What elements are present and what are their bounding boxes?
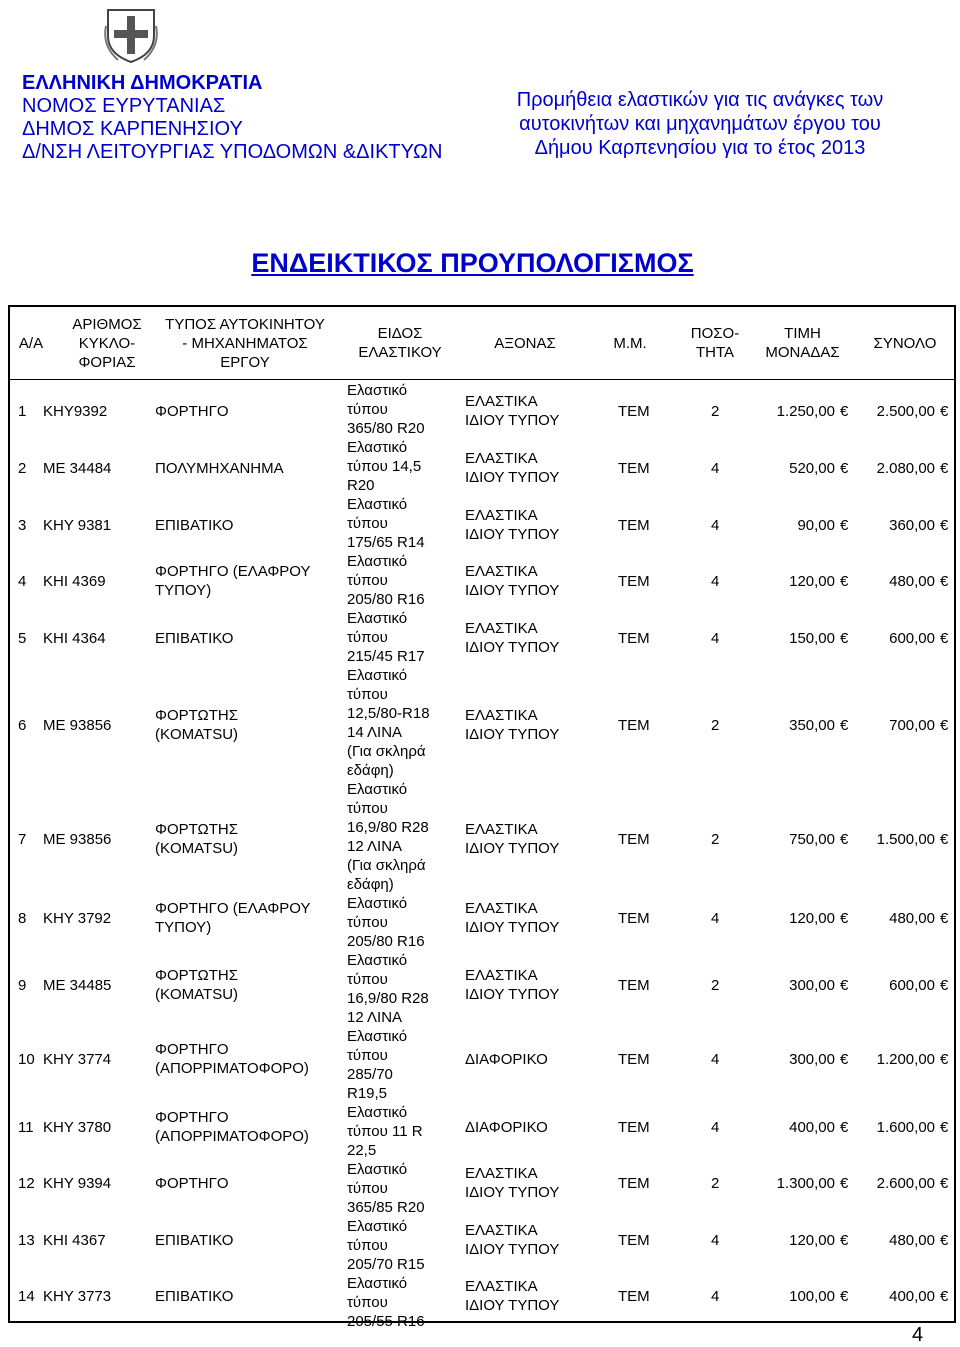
row-axle: ΕΛΑΣΤΙΚΑ [465, 900, 538, 917]
row-axle: ΙΔΙΟΥ ΤΥΠΟΥ [465, 1184, 560, 1201]
col-header-axle: ΑΞΟΝΑΣ [494, 334, 556, 352]
row-plate: ΜΕ 93856 [43, 717, 112, 734]
euro-sign: € [940, 1175, 949, 1192]
row-total: 1.600,00 [876, 1119, 935, 1136]
row-unit: ΤΕΜ [618, 1232, 650, 1249]
tire-type-line: Ελαστικό [347, 496, 408, 513]
row-plate: ΜΕ 34484 [43, 460, 112, 477]
euro-sign: € [940, 910, 949, 927]
tire-type-line: τύπου [347, 1047, 388, 1064]
row-plate: ΚΗΥ 3773 [43, 1288, 112, 1305]
tire-type-line: 205/55 R16 [347, 1313, 425, 1330]
euro-sign: € [840, 1119, 849, 1136]
subject-line: Προμήθεια ελαστικών για τις ανάγκες των [516, 89, 884, 111]
col-header-vehicle [150, 307, 340, 379]
tire-type-line: 175/65 R14 [347, 534, 425, 551]
row-plate: ΚΗΙ 4364 [43, 630, 106, 647]
row-axle: ΙΔΙΟΥ ΤΥΠΟΥ [465, 1241, 560, 1258]
tire-type-line: Ελαστικό [347, 1028, 408, 1045]
row-number: 9 [18, 977, 27, 994]
col-header-total: ΣΥΝΟΛΟ [873, 334, 937, 352]
row-axle: ΕΛΑΣΤΙΚΑ [465, 393, 538, 410]
tire-type-line: Ελαστικό [347, 952, 408, 969]
tire-type-line: τύπου [347, 800, 388, 817]
tire-type-line: 16,9/80 R28 [347, 819, 429, 836]
row-unit-price: 150,00 [789, 630, 835, 647]
row-vehicle-type: ΕΠΙΒΑΤΙΚΟ [155, 1287, 234, 1305]
row-quantity: 4 [711, 573, 720, 590]
issuer-line: Δ/ΝΣΗ ΛΕΙΤΟΥΡΓΙΑΣ ΥΠΟΔΟΜΩΝ &ΔΙΚΤΥΩΝ [22, 141, 443, 163]
tire-type-line: 205/70 R15 [347, 1256, 425, 1273]
row-unit: ΤΕΜ [618, 831, 650, 848]
tire-type-line: τύπου [347, 572, 388, 589]
row-axle: ΙΔΙΟΥ ΤΥΠΟΥ [465, 582, 560, 599]
row-quantity: 2 [711, 1175, 720, 1192]
euro-sign: € [840, 717, 849, 734]
row-vehicle-type: ΦΟΡΤΗΓΟ [155, 1041, 229, 1058]
row-unit: ΤΕΜ [618, 977, 650, 994]
tire-type-line: τύπου [347, 1294, 388, 1311]
euro-sign: € [940, 831, 949, 848]
euro-sign: € [840, 460, 849, 477]
tire-type-line: τύπου 11 R [347, 1123, 423, 1140]
budget-table [8, 305, 956, 1330]
tire-type-line: τύπου [347, 1237, 388, 1254]
tire-type-line: εδάφη) [347, 762, 394, 779]
col-header-unit: Μ.Μ. [613, 334, 647, 352]
tire-type-line: (Για σκληρά [347, 857, 426, 874]
tire-type-column [347, 381, 430, 1331]
tire-type-line: 215/45 R17 [347, 648, 425, 665]
row-vehicle-type: ΦΟΡΤΩΤΗΣ [155, 967, 239, 984]
row-quantity: 2 [711, 403, 720, 420]
row-quantity: 4 [711, 1119, 720, 1136]
row-number: 8 [18, 910, 27, 927]
row-axle: ΕΛΑΣΤΙΚΑ [465, 563, 538, 580]
euro-sign: € [940, 977, 949, 994]
tire-type-line: Ελαστικό [347, 439, 408, 456]
row-vehicle-type: ΠΟΛΥΜΗΧΑΝΗΜΑ [155, 459, 284, 477]
tire-type-line: 12,5/80-R18 [347, 705, 430, 722]
row-vehicle-type: ΤΥΠΟΥ) [155, 582, 212, 599]
row-total: 2.500,00 [876, 403, 935, 420]
tire-type-line: τύπου [347, 971, 388, 988]
euro-sign: € [840, 573, 849, 590]
row-number: 5 [18, 630, 27, 647]
row-vehicle-type: (KOMATSU) [155, 840, 239, 857]
row-total: 600,00 [889, 977, 935, 994]
row-vehicle-type: ΤΥΠΟΥ) [155, 919, 212, 936]
row-unit: ΤΕΜ [618, 1288, 650, 1305]
row-unit: ΤΕΜ [618, 1175, 650, 1192]
euro-sign: € [940, 1119, 949, 1136]
euro-sign: € [940, 717, 949, 734]
col-header-line: ΠΟΣΟ- [690, 325, 740, 342]
row-axle: ΕΛΑΣΤΙΚΑ [465, 620, 538, 637]
tire-type-line: Ελαστικό [347, 382, 408, 399]
row-vehicle-type: ΦΟΡΤΩΤΗΣ [155, 707, 239, 724]
col-header-line: ΜΟΝΑΔΑΣ [765, 344, 840, 361]
row-unit-price: 350,00 [789, 717, 835, 734]
row-axle: ΙΔΙΟΥ ΤΥΠΟΥ [465, 469, 560, 486]
row-number: 7 [18, 831, 27, 848]
row-plate: ΚΗΥ9392 [43, 403, 108, 420]
row-total: 480,00 [889, 573, 935, 590]
subject-block [470, 88, 930, 160]
tire-type-line: Ελαστικό [347, 553, 408, 570]
row-unit-price: 90,00 [797, 517, 835, 534]
row-vehicle-type: ΦΟΡΤΩΤΗΣ [155, 821, 239, 838]
row-vehicle-type: ΕΠΙΒΑΤΙΚΟ [155, 629, 234, 647]
euro-sign: € [940, 1288, 949, 1305]
row-unit-price: 1.250,00 [776, 403, 835, 420]
euro-sign: € [840, 910, 849, 927]
tire-type-line: Ελαστικό [347, 1275, 408, 1292]
row-number: 11 [18, 1119, 34, 1136]
row-quantity: 4 [711, 1232, 720, 1249]
row-vehicle-type: ΕΠΙΒΑΤΙΚΟ [155, 1231, 234, 1249]
tire-type-line: Ελαστικό [347, 895, 408, 912]
row-unit-price: 400,00 [789, 1119, 835, 1136]
row-total: 400,00 [889, 1288, 935, 1305]
euro-sign: € [840, 831, 849, 848]
row-quantity: 4 [711, 460, 720, 477]
row-axle: ΕΛΑΣΤΙΚΑ [465, 707, 538, 724]
col-header-line: ΚΥΚΛΟ- [78, 334, 136, 352]
euro-sign: € [940, 573, 949, 590]
row-axle: ΕΛΑΣΤΙΚΑ [465, 507, 538, 524]
col-header-aa: Α/Α [18, 334, 44, 352]
row-plate: ΜΕ 93856 [43, 831, 112, 848]
tire-type-line: 365/80 R20 [347, 420, 425, 437]
tire-type-line: 285/70 [347, 1066, 393, 1083]
row-plate: ΚΗΥ 9394 [43, 1175, 112, 1192]
row-number: 1 [18, 403, 27, 420]
row-unit: ΤΕΜ [618, 403, 650, 420]
row-plate: ΚΗΥ 3792 [43, 910, 112, 927]
row-total: 2.080,00 [876, 460, 935, 477]
row-unit: ΤΕΜ [618, 630, 650, 647]
row-number: 14 [18, 1288, 35, 1305]
tire-type-line: 22,5 [347, 1142, 377, 1159]
euro-sign: € [940, 517, 949, 534]
issuer-line: ΕΛΛΗΝΙΚΗ ΔΗΜΟΚΡΑΤΙΑ [22, 72, 263, 94]
row-plate: ΚΗΥ 9381 [43, 517, 112, 534]
euro-sign: € [840, 1051, 849, 1068]
tire-type-line: Ελαστικό [347, 1104, 408, 1121]
row-axle: ΕΛΑΣΤΙΚΑ [465, 967, 538, 984]
row-plate: ΜΕ 34485 [43, 977, 112, 994]
tire-type-line: 205/80 R16 [347, 933, 425, 950]
euro-sign: € [840, 403, 849, 420]
row-unit-price: 300,00 [789, 977, 835, 994]
tire-type-line: (Για σκληρά [347, 743, 426, 760]
row-vehicle-type: ΦΟΡΤΗΓΟ [155, 1174, 229, 1192]
row-unit-price: 100,00 [789, 1288, 835, 1305]
tire-type-line: τύπου [347, 401, 388, 418]
col-header-qty [680, 307, 750, 379]
row-axle: ΙΔΙΟΥ ΤΥΠΟΥ [465, 726, 560, 743]
row-plate: ΚΗΙ 4367 [43, 1232, 106, 1249]
row-quantity: 4 [711, 910, 720, 927]
euro-sign: € [840, 1232, 849, 1249]
row-number: 4 [18, 573, 27, 590]
col-header-line: ΑΡΙΘΜΟΣ [72, 315, 142, 333]
row-unit-price: 300,00 [789, 1051, 835, 1068]
tire-type-line: τύπου [347, 515, 388, 532]
euro-sign: € [840, 630, 849, 647]
row-axle: ΙΔΙΟΥ ΤΥΠΟΥ [465, 840, 560, 857]
row-unit: ΤΕΜ [618, 1051, 650, 1068]
row-axle: ΕΛΑΣΤΙΚΑ [465, 1222, 538, 1239]
col-header-line: ΦΟΡΙΑΣ [78, 353, 136, 371]
row-vehicle-type: ΦΟΡΤΗΓΟ (ΕΛΑΦΡΟΥ [155, 900, 311, 917]
row-total: 2.600,00 [876, 1175, 935, 1192]
col-header-line: ΤΙΜΗ [784, 325, 821, 342]
row-number: 6 [18, 717, 27, 734]
row-total: 480,00 [889, 910, 935, 927]
euro-sign: € [940, 460, 949, 477]
row-axle: ΕΛΑΣΤΙΚΑ [465, 821, 538, 838]
row-quantity: 4 [711, 630, 720, 647]
header-divider [10, 379, 954, 380]
row-total: 600,00 [889, 630, 935, 647]
row-unit: ΤΕΜ [618, 573, 650, 590]
tire-type-line: R19,5 [347, 1085, 388, 1102]
coat-of-arms-icon [104, 6, 158, 64]
col-header-line: ΤΥΠΟΣ ΑΥΤΟΚΙΝΗΤΟΥ [165, 315, 325, 333]
row-unit-price: 750,00 [789, 831, 835, 848]
row-total: 1.500,00 [876, 831, 935, 848]
euro-sign: € [940, 630, 949, 647]
tire-type-line: Ελαστικό [347, 1161, 408, 1178]
tire-type-line: 16,9/80 R28 [347, 990, 429, 1007]
row-unit: ΤΕΜ [618, 910, 650, 927]
row-axle: ΔΙΑΦΟΡΙΚΟ [465, 1050, 548, 1068]
row-vehicle-type: (KOMATSU) [155, 986, 239, 1003]
row-axle: ΙΔΙΟΥ ΤΥΠΟΥ [465, 1297, 560, 1314]
row-number: 2 [18, 460, 27, 477]
tire-type-line: τύπου [347, 1180, 388, 1197]
subject-line: αυτοκινήτων και μηχανημάτων έργου του [519, 113, 881, 135]
row-total: 360,00 [889, 517, 935, 534]
euro-sign: € [840, 1288, 849, 1305]
row-vehicle-type: (ΑΠΟΡΡΙΜΑΤΟΦΟΡΟ) [155, 1060, 309, 1077]
subject-line: Δήμου Καρπενησίου για το έτος 2013 [534, 137, 866, 159]
row-vehicle-type: ΦΟΡΤΗΓΟ [155, 402, 229, 420]
row-axle: ΙΔΙΟΥ ΤΥΠΟΥ [465, 412, 560, 429]
row-quantity: 2 [711, 977, 720, 994]
row-vehicle-type: ΦΟΡΤΗΓΟ [155, 1109, 229, 1126]
row-unit: ΤΕΜ [618, 517, 650, 534]
row-number: 13 [18, 1232, 35, 1249]
col-header-plate [54, 307, 160, 379]
tire-type-line: 365/85 R20 [347, 1199, 425, 1216]
issuer-line: ΝΟΜΟΣ ΕΥΡΥΤΑΝΙΑΣ [22, 95, 226, 117]
euro-sign: € [840, 1175, 849, 1192]
row-unit: ΤΕΜ [618, 717, 650, 734]
row-quantity: 4 [711, 517, 720, 534]
row-total: 1.200,00 [876, 1051, 935, 1068]
row-vehicle-type: ΕΠΙΒΑΤΙΚΟ [155, 516, 234, 534]
row-number: 3 [18, 517, 27, 534]
tire-type-line: τύπου [347, 914, 388, 931]
tire-type-line: τύπου [347, 686, 388, 703]
col-header-tire [340, 307, 460, 379]
euro-sign: € [940, 1051, 949, 1068]
tire-type-line: τύπου [347, 629, 388, 646]
col-header-line: ΕΙΔΟΣ [377, 325, 423, 342]
row-unit: ΤΕΜ [618, 460, 650, 477]
row-total: 480,00 [889, 1232, 935, 1249]
tire-type-line: εδάφη) [347, 876, 394, 893]
tire-type-line: Ελαστικό [347, 781, 408, 798]
row-plate: ΚΗΙ 4369 [43, 573, 106, 590]
row-unit-price: 120,00 [789, 1232, 835, 1249]
tire-type-line: Ελαστικό [347, 1218, 408, 1235]
col-header-line: ΕΛΑΣΤΙΚΟΥ [358, 344, 442, 361]
row-axle: ΕΛΑΣΤΙΚΑ [465, 1278, 538, 1295]
euro-sign: € [940, 403, 949, 420]
euro-sign: € [840, 517, 849, 534]
tire-type-line: R20 [347, 477, 375, 494]
row-quantity: 2 [711, 831, 720, 848]
tire-type-line: τύπου 14,5 [347, 458, 422, 475]
row-unit: ΤΕΜ [618, 1119, 650, 1136]
row-unit-price: 1.300,00 [776, 1175, 835, 1192]
row-total: 700,00 [889, 717, 935, 734]
col-header-line: - ΜΗΧΑΝΗΜΑΤΟΣ [182, 334, 308, 352]
row-plate: ΚΗΥ 3780 [43, 1119, 112, 1136]
euro-sign: € [840, 977, 849, 994]
row-axle: ΙΔΙΟΥ ΤΥΠΟΥ [465, 639, 560, 656]
row-unit-price: 520,00 [789, 460, 835, 477]
row-vehicle-type: ΦΟΡΤΗΓΟ (ΕΛΑΦΡΟΥ [155, 563, 311, 580]
row-unit-price: 120,00 [789, 573, 835, 590]
tire-type-line: 12 ΛΙΝΑ [347, 838, 403, 855]
col-header-price [755, 307, 850, 379]
tire-type-line: Ελαστικό [347, 610, 408, 627]
euro-sign: € [940, 1232, 949, 1249]
issuer-line: ΔΗΜΟΣ ΚΑΡΠΕΝΗΣΙΟΥ [22, 118, 243, 140]
row-vehicle-type: (KOMATSU) [155, 726, 239, 743]
tire-type-line: 205/80 R16 [347, 591, 425, 608]
row-axle: ΕΛΑΣΤΙΚΑ [465, 1165, 538, 1182]
row-axle: ΙΔΙΟΥ ΤΥΠΟΥ [465, 986, 560, 1003]
row-axle: ΙΔΙΟΥ ΤΥΠΟΥ [465, 919, 560, 936]
issuer-block [22, 72, 442, 164]
row-quantity: 4 [711, 1288, 720, 1305]
row-number: 12 [18, 1175, 35, 1192]
page-number: 4 [912, 1324, 924, 1346]
row-number: 10 [18, 1051, 35, 1068]
row-quantity: 2 [711, 717, 720, 734]
row-axle: ΙΔΙΟΥ ΤΥΠΟΥ [465, 526, 560, 543]
row-vehicle-type: (ΑΠΟΡΡΙΜΑΤΟΦΟΡΟ) [155, 1128, 309, 1145]
tire-type-line: 12 ΛΙΝΑ [347, 1009, 403, 1026]
col-header-line: ΕΡΓΟΥ [220, 353, 270, 371]
col-header-line: ΤΗΤΑ [695, 344, 735, 361]
document-title: ΕΝΔΕΙΚΤΙΚΟΣ ΠΡΟΥΠΟΛΟΓΙΣΜΟΣ [251, 248, 694, 278]
row-axle: ΕΛΑΣΤΙΚΑ [465, 450, 538, 467]
row-plate: ΚΗΥ 3774 [43, 1051, 112, 1068]
row-unit-price: 120,00 [789, 910, 835, 927]
tire-type-line: 14 ΛΙΝΑ [347, 724, 403, 741]
row-axle: ΔΙΑΦΟΡΙΚΟ [465, 1118, 548, 1136]
tire-type-line: Ελαστικό [347, 667, 408, 684]
row-quantity: 4 [711, 1051, 720, 1068]
